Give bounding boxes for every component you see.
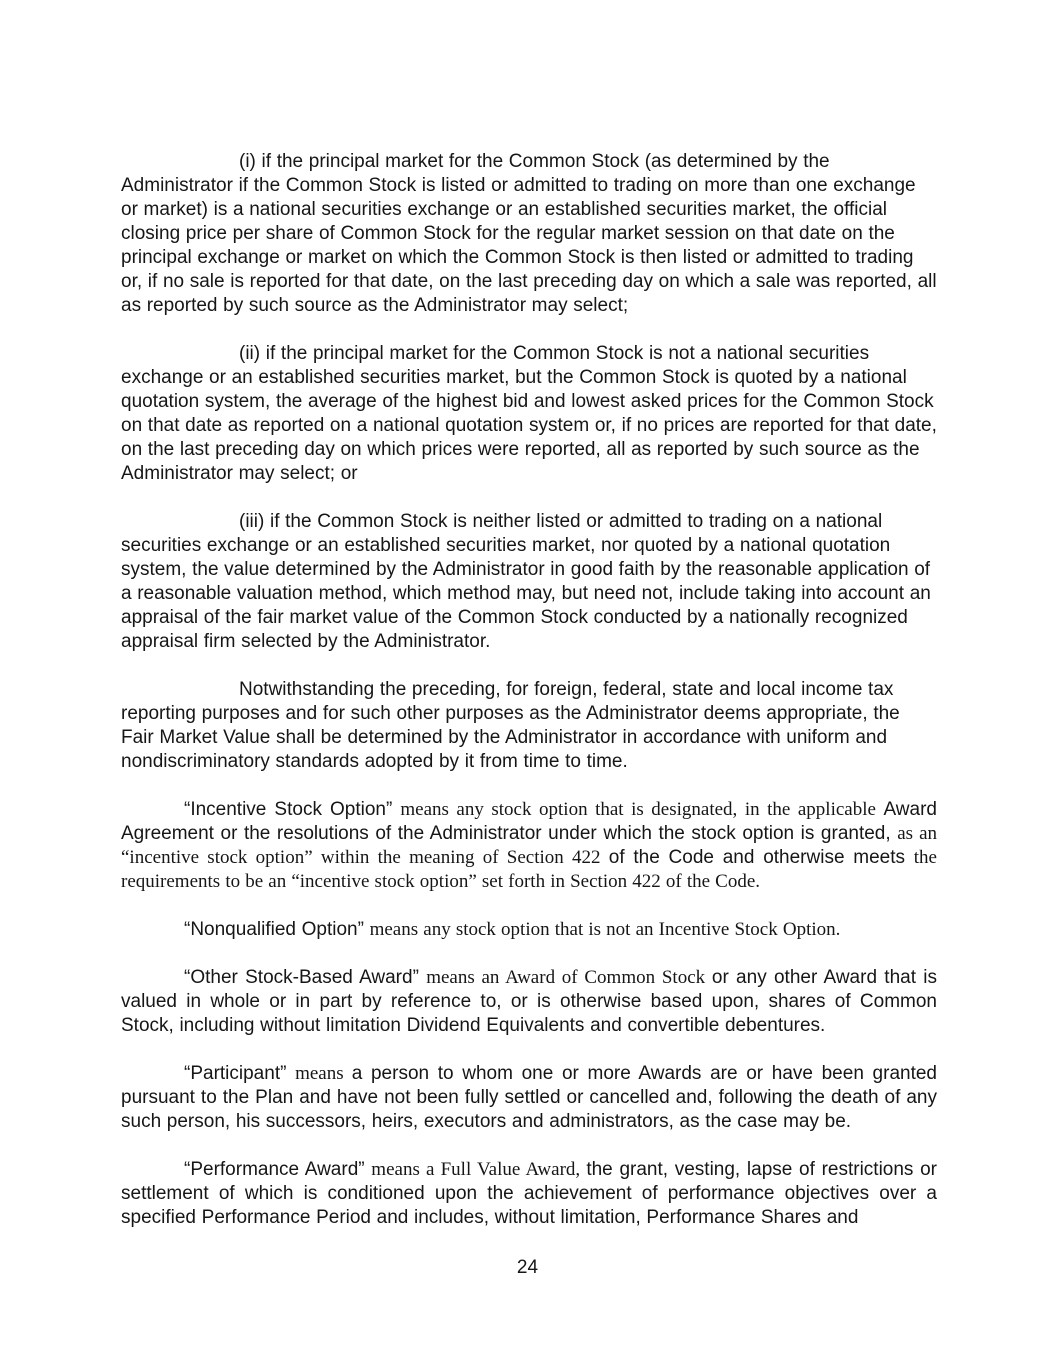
paragraph-notwithstanding-fair-market-value xyxy=(121,678,937,774)
text-run: Notwithstanding the preceding, for foreign, federal, state and local income tax reporting purposes and for such other purposes as the Administrator deems appropriate, the Fair Market Value shall be determined by the Administrator in accordance with uniform and nondiscriminatory standards adopted by it from time to time. xyxy=(121,679,900,772)
text-run: (i) if the principal market for the Common Stock (as determined by the Administrator if the Common Stock is listed or admitted to trading on more than one exchange or market) is a national securities exchange or an established securities market, the official closing price per share of Common Stock for the regular market session on that date on the principal exchange or market on which the Common Stock is then listed or admitted to trading or, if no sale is reported for that date, on the last preceding day on which a sale was reported, all as reported by such source as the Administrator may select; xyxy=(121,151,937,316)
text-run: or any other Award that is valued in whole or in part by reference to, or is otherwise based upon, shares of Common Stock, including without limitation Dividend Equivalents and convertible debentures. xyxy=(121,967,937,1036)
paragraph-definition-incentive-stock-option xyxy=(121,798,937,894)
document-body xyxy=(121,150,937,1230)
text-run: the grant, vesting, lapse of restrictions or settlement of which is conditioned upon the achievement of performance objectives over a specified Performance Period and includes, without limitation, Performance Shares and xyxy=(121,1159,938,1228)
text-run: “Participant” xyxy=(184,1063,296,1084)
text-run: “Other Stock-Based Award” xyxy=(184,967,427,988)
text-run: (iii) if the Common Stock is neither listed or admitted to trading on a national securities exchange or an established securities market, nor quoted by a national quotation system, the value determined by the Administrator in good faith by the reasonable application of a reasonable valuation method, which method may, but need not, include taking into account an appraisal of the fair market value of the Common Stock conducted by a nationally recognized appraisal firm selected by the Administrator. xyxy=(121,511,931,652)
text-run: means xyxy=(295,1063,352,1084)
paragraph-clause-i-fair-market-value xyxy=(121,150,937,318)
page-number: 24 xyxy=(516,1257,539,1278)
text-run: means a Full Value Award, xyxy=(371,1159,587,1180)
text-run: “Performance Award” xyxy=(184,1159,372,1180)
text-run: Award Agreement or the resolutions of the Administrator under which the stock option is granted, xyxy=(121,799,937,844)
paragraph-clause-iii-fair-market-value xyxy=(121,510,937,654)
paragraph-definition-performance-award xyxy=(121,1158,937,1230)
paragraph-clause-ii-fair-market-value xyxy=(121,342,937,486)
text-run: “Incentive Stock Option” xyxy=(184,799,401,820)
text-run: as an “incentive stock option” within the meaning of Section 422 xyxy=(121,823,938,868)
paragraph-definition-nonqualified-option xyxy=(121,918,937,942)
text-run: “Nonqualified Option” xyxy=(184,919,370,940)
text-run: means any stock option that is designated, in the applicable xyxy=(400,799,884,820)
text-run: (ii) if the principal market for the Common Stock is not a national securities exchange or an established securities market, but the Common Stock is quoted by a national quotation system, the average of the highest bid and lowest asked prices for the Common Stock on that date as reported on a national quotation system or, if no prices are reported for that date, on the last preceding day on which prices were reported, all as reported by such source as the Administrator may select; or xyxy=(121,343,937,484)
text-run: means an Award of Common Stock xyxy=(426,967,712,988)
paragraph-definition-other-stock-based-award xyxy=(121,966,937,1038)
text-run: means any stock option that is not an Incentive Stock Option. xyxy=(369,919,841,940)
text-run: the requirements to be an “incentive stock option” set forth in Section 422 of the Code. xyxy=(121,847,937,892)
paragraph-definition-participant xyxy=(121,1062,937,1134)
text-run: a person to whom one or more Awards are or have been granted pursuant to the Plan and have not been fully settled or cancelled and, following the death of any such person, his successors, heirs, executors and administrators, as the case may be. xyxy=(121,1063,937,1132)
text-run: of the Code and otherwise meets xyxy=(608,847,914,868)
